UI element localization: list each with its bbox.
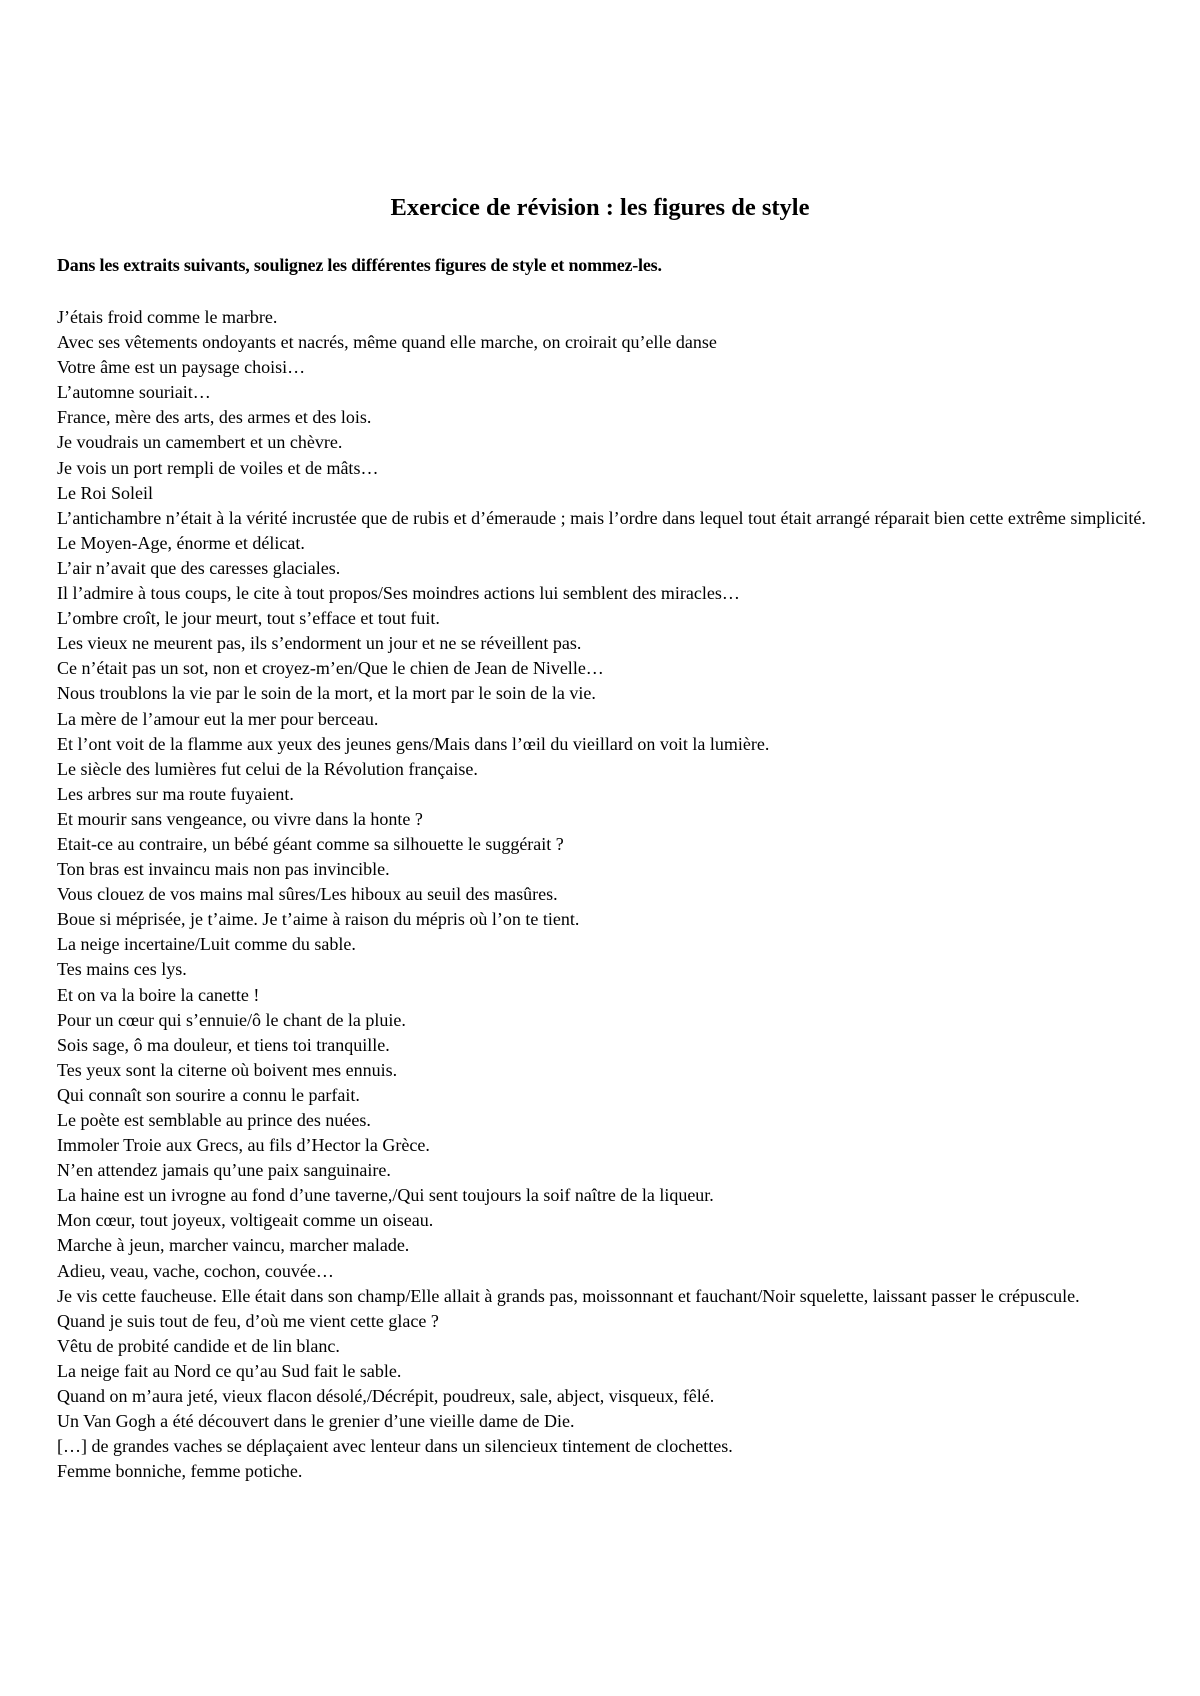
excerpt-line: Et l’ont voit de la flamme aux yeux des jeunes gens/Mais dans l’œil du vieillard on voit la lumière.: [57, 733, 770, 754]
excerpt-line: Je vois un port rempli de voiles et de mâts…: [57, 457, 379, 478]
excerpt-line: Vêtu de probité candide et de lin blanc.: [57, 1335, 340, 1356]
excerpt-line: Les arbres sur ma route fuyaient.: [57, 783, 294, 804]
excerpt-line: J’étais froid comme le marbre.: [57, 307, 278, 327]
excerpt-line: Vous clouez de vos mains mal sûres/Les hiboux au seuil des masûres.: [57, 884, 558, 905]
excerpt-line: L’automne souriait…: [57, 382, 211, 403]
excerpt-line: Femme bonniche, femme potiche.: [57, 1461, 303, 1482]
excerpt-line: Tes yeux sont la citerne où boivent mes ennuis.: [57, 1059, 398, 1080]
excerpt-line: Immoler Troie aux Grecs, au fils d’Hector la Grèce.: [57, 1135, 430, 1156]
excerpt-line: Il l’admire à tous coups, le cite à tout propos/Ses moindres actions lui semblent des miracles…: [57, 583, 740, 604]
document-title: Exercice de révision : les figures de style: [390, 194, 810, 221]
excerpt-line: Boue si méprisée, je t’aime. Je t’aime à raison du mépris où l’on te tient.: [57, 909, 580, 930]
excerpt-line: Quand on m’aura jeté, vieux flacon désolé,/Décrépit, poudreux, sale, abject, visqueux, fêlé.: [57, 1386, 715, 1407]
excerpt-line: Qui connaît son sourire a connu le parfait.: [57, 1084, 360, 1105]
excerpt-line: La haine est un ivrogne au fond d’une taverne,/Qui sent toujours la soif naître de la liqueur.: [57, 1185, 714, 1206]
excerpt-line: Mon cœur, tout joyeux, voltigeait comme un oiseau.: [57, 1210, 434, 1231]
excerpt-line: Un Van Gogh a été découvert dans le grenier d’une vieille dame de Die.: [57, 1411, 575, 1432]
excerpt-line: La neige incertaine/Luit comme du sable.: [57, 934, 356, 955]
excerpt-line: Le poète est semblable au prince des nuées.: [57, 1110, 371, 1130]
excerpt-line: Le Moyen-Age, énorme et délicat.: [57, 532, 305, 553]
exercise-instruction: Dans les extraits suivants, soulignez les différentes figures de style et nommez-les.: [57, 255, 662, 275]
excerpt-line: N’en attendez jamais qu’une paix sanguinaire.: [57, 1160, 391, 1181]
excerpt-line: Avec ses vêtements ondoyants et nacrés, même quand elle marche, on croirait qu’elle danse: [57, 332, 717, 353]
excerpt-line: L’antichambre n’était à la vérité incrustée que de rubis et d’émeraude ; mais l’ordre dans lequel tout était arrangé réparait bien cette extrême simplicité.: [57, 507, 1146, 528]
excerpt-line: France, mère des arts, des armes et des lois.: [57, 407, 372, 428]
excerpt-line: Ton bras est invaincu mais non pas invincible.: [57, 859, 390, 880]
excerpt-line: Nous troublons la vie par le soin de la mort, et la mort par le soin de la vie.: [57, 683, 596, 704]
excerpt-line: Etait-ce au contraire, un bébé géant comme sa silhouette le suggérait ?: [57, 833, 564, 854]
excerpt-line: Les vieux ne meurent pas, ils s’endorment un jour et ne se réveillent pas.: [57, 633, 582, 654]
excerpt-line: Le Roi Soleil: [57, 482, 153, 503]
excerpt-line: L’air n’avait que des caresses glaciales.: [57, 557, 341, 578]
excerpt-line: L’ombre croît, le jour meurt, tout s’efface et tout fuit.: [57, 608, 440, 629]
excerpt-line: Votre âme est un paysage choisi…: [57, 357, 306, 378]
excerpt-line: Le siècle des lumières fut celui de la Révolution française.: [57, 758, 478, 779]
excerpt-line: Pour un cœur qui s’ennuie/ô le chant de la pluie.: [57, 1009, 406, 1030]
excerpt-line: La neige fait au Nord ce qu’au Sud fait le sable.: [57, 1360, 402, 1381]
excerpt-line: Je voudrais un camembert et un chèvre.: [57, 432, 343, 453]
excerpt-line: Marche à jeun, marcher vaincu, marcher malade.: [57, 1235, 410, 1256]
excerpt-line: […] de grandes vaches se déplaçaient avec lenteur dans un silencieux tintement de clochettes.: [57, 1436, 733, 1457]
excerpt-line: Adieu, veau, vache, cochon, couvée…: [57, 1260, 334, 1281]
excerpt-line: Et on va la boire la canette !: [57, 984, 260, 1005]
excerpt-line: Sois sage, ô ma douleur, et tiens toi tranquille.: [57, 1034, 390, 1055]
excerpt-line: Quand je suis tout de feu, d’où me vient cette glace ?: [57, 1310, 439, 1331]
excerpt-line: Ce n’était pas un sot, non et croyez-m’en/Que le chien de Jean de Nivelle…: [57, 658, 604, 679]
excerpt-line: Et mourir sans vengeance, ou vivre dans la honte ?: [57, 808, 423, 829]
excerpt-list: [57, 305, 1147, 1484]
excerpt-line: La mère de l’amour eut la mer pour berceau.: [57, 708, 379, 729]
excerpt-line: Je vis cette faucheuse. Elle était dans son champ/Elle allait à grands pas, moissonnant et fauchant/Noir squelette, laissant passer le crépuscule.: [57, 1285, 1080, 1306]
excerpt-line: Tes mains ces lys.: [57, 959, 187, 980]
